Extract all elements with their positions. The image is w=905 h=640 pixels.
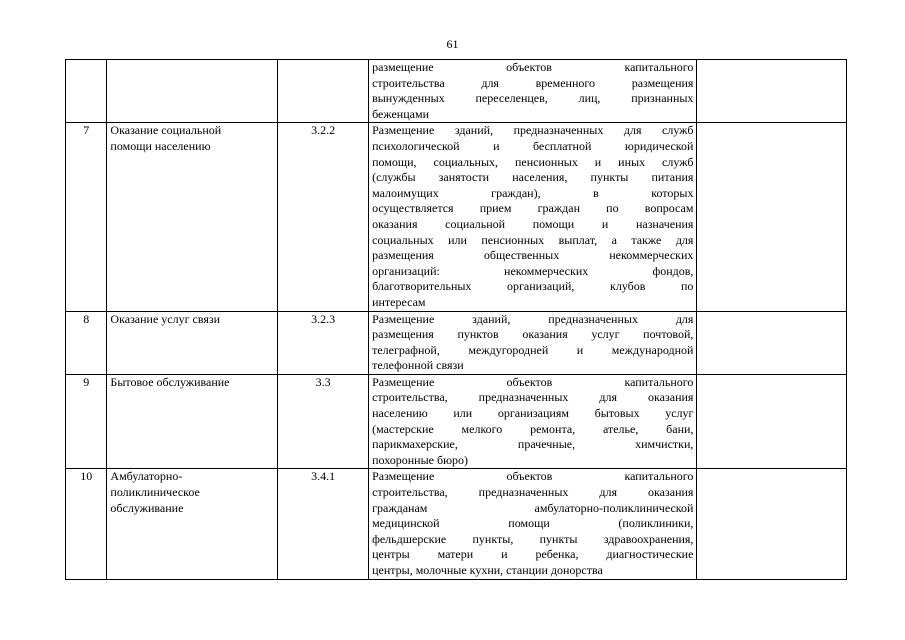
- empty-cell: [697, 60, 847, 123]
- table-row: [66, 374, 847, 469]
- description-line: Размещение зданий, предназначенных для: [372, 311, 694, 326]
- row-number-cell: 8: [66, 311, 107, 374]
- row-number-cell: 10: [66, 469, 107, 579]
- use-type-name-line: Бытовое обслуживание: [110, 374, 230, 389]
- land-use-table: [65, 59, 847, 580]
- table-row: [66, 60, 847, 123]
- description-line: фельдшерские пункты, пункты здравоохранения,: [372, 531, 694, 546]
- description-line: оказания социальной помощи и назначения: [372, 216, 694, 231]
- table-row: [66, 311, 847, 374]
- description-line: строительства, предназначенных для оказания: [372, 390, 694, 405]
- description-line: беженцами: [372, 106, 429, 121]
- empty-cell: [697, 123, 847, 311]
- use-type-code-cell: [278, 60, 369, 123]
- use-type-name-cell: [107, 311, 278, 374]
- description-line: телефонной связи: [372, 358, 464, 373]
- description-line: вынужденных переселенцев, лиц, признанных: [372, 91, 694, 106]
- description-line: размещение объектов капитального: [372, 60, 694, 74]
- description-line: центры, молочные кухни, станции донорства: [372, 563, 603, 577]
- description-line: социальных или пенсионных выплат, а также для: [372, 232, 694, 247]
- empty-cell: [697, 374, 847, 469]
- description-line: гражданам амбулаторно-поликлинической: [372, 500, 694, 515]
- empty-cell: [697, 311, 847, 374]
- use-type-name-line: Оказание услуг связи: [110, 311, 221, 326]
- description-line: осуществляется прием граждан по вопросам: [372, 201, 694, 216]
- description-line: помощи, социальных, пенсионных и иных служб: [372, 154, 694, 169]
- description-line: малоимущих граждан), в которых: [372, 185, 694, 200]
- description-line: (службы занятости населения, пункты питания: [372, 170, 694, 185]
- use-type-name-cell: [107, 374, 278, 469]
- use-type-name-line: помощи населению: [110, 138, 211, 153]
- description-line: Размещение объектов капитального: [372, 374, 694, 389]
- row-number-cell: 7: [66, 123, 107, 311]
- description-line: интересам: [372, 294, 426, 309]
- description-line: благотворительных организаций, клубов по: [372, 279, 694, 294]
- use-type-code-cell: 3.4.1: [278, 469, 369, 579]
- use-type-code-cell: 3.2.2: [278, 123, 369, 311]
- description-line: психологической и бесплатной юридической: [372, 138, 694, 153]
- use-type-name-cell: [107, 60, 278, 123]
- description-line: телеграфной, междугородней и международной: [372, 342, 694, 357]
- use-type-name-line: поликлиническое: [110, 485, 200, 500]
- use-type-name-cell: [107, 469, 278, 579]
- description-line: строительства, предназначенных для оказания: [372, 485, 694, 500]
- use-type-code-cell: 3.3: [278, 374, 369, 469]
- use-type-name-line: Оказание социальной: [110, 123, 222, 138]
- table-row: [66, 123, 847, 311]
- use-type-name-line: Амбулаторно-: [110, 469, 183, 484]
- row-number-cell: 9: [66, 374, 107, 469]
- description-line: Размещение объектов капитального: [372, 469, 694, 484]
- page-number: 61: [446, 37, 459, 51]
- use-type-description-cell: [369, 60, 697, 123]
- description-line: похоронные бюро): [372, 452, 469, 467]
- description-line: парикмахерские, прачечные, химчистки,: [372, 437, 694, 452]
- description-line: организаций: некоммерческих фондов,: [372, 263, 694, 278]
- use-type-name-cell: [107, 123, 278, 311]
- use-type-code-cell: 3.2.3: [278, 311, 369, 374]
- description-line: размещения общественных некоммерческих: [372, 248, 694, 263]
- table-row: [66, 469, 847, 579]
- use-type-name-line: обслуживание: [110, 500, 184, 515]
- description-line: размещения пунктов оказания услуг почтовой,: [372, 327, 694, 342]
- description-line: населению или организациям бытовых услуг: [372, 406, 694, 421]
- use-type-description-cell: [369, 374, 697, 469]
- row-number-cell: [66, 60, 107, 123]
- empty-cell: [697, 469, 847, 579]
- description-line: медицинской помощи (поликлиники,: [372, 516, 694, 531]
- description-line: (мастерские мелкого ремонта, ателье, бани,: [372, 421, 694, 436]
- description-line: Размещение зданий, предназначенных для служб: [372, 123, 694, 138]
- use-type-description-cell: [369, 123, 697, 311]
- use-type-description-cell: [369, 469, 697, 579]
- table-body: [66, 60, 847, 580]
- description-line: центры матери и ребенка, диагностические: [372, 547, 694, 562]
- use-type-description-cell: [369, 311, 697, 374]
- description-line: строительства для временного размещения: [372, 75, 694, 90]
